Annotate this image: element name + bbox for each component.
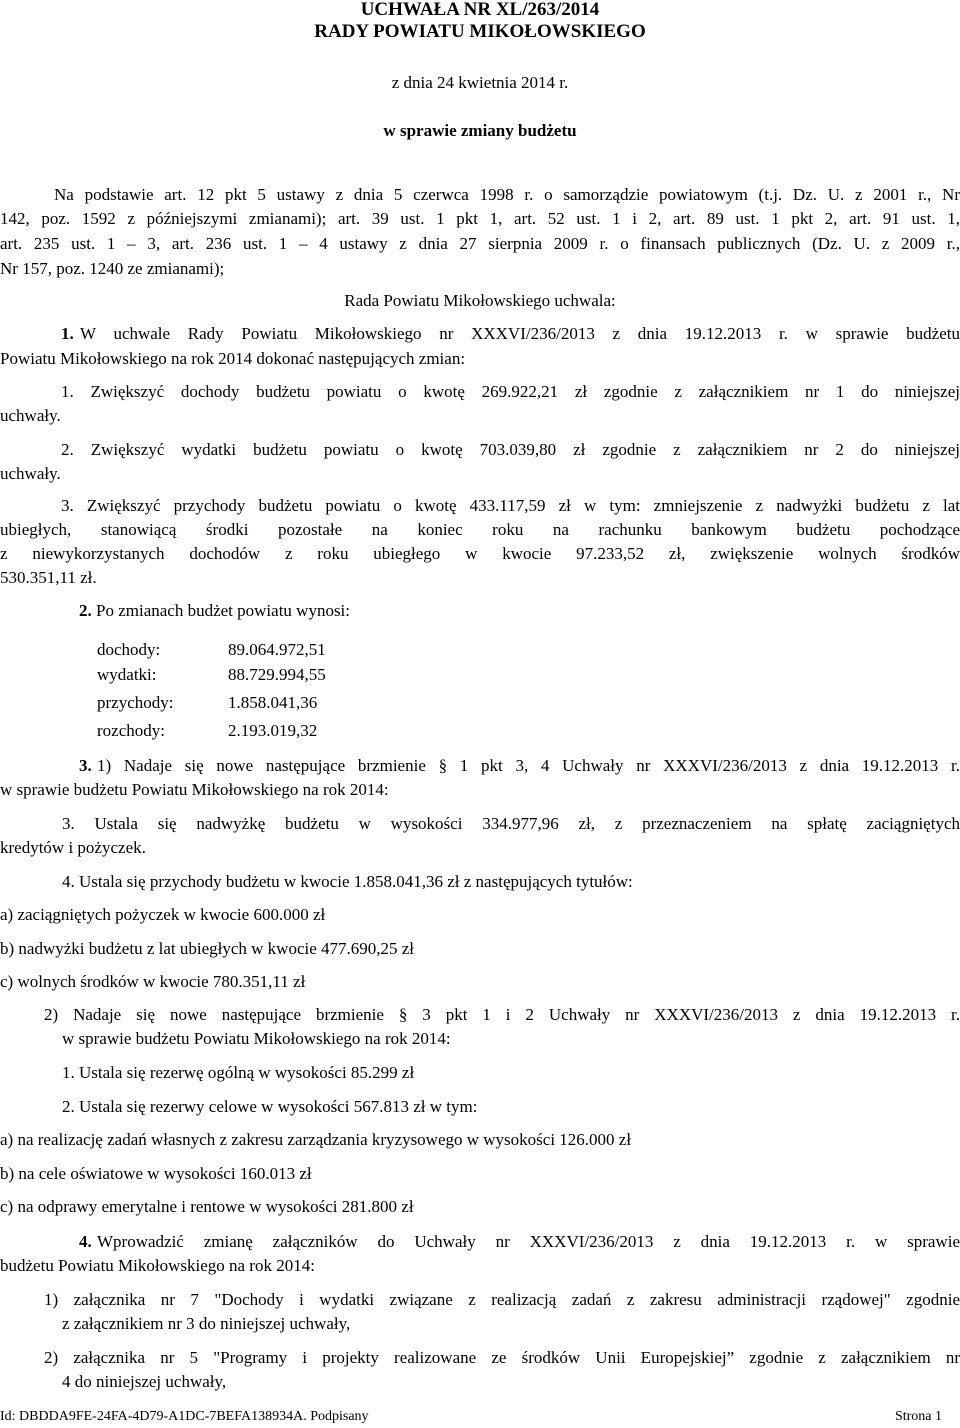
- budget-row: [97, 694, 317, 711]
- budget-row-label: rozchody:: [97, 721, 165, 740]
- budget-row-label: wydatki:: [97, 665, 157, 684]
- title-line-2: RADY POWIATU MIKOŁOWSKIEGO: [314, 21, 646, 42]
- budget-row-value: 1.858.041,36: [228, 693, 318, 712]
- s1-point-3-line-1: 3. Zwiększyć przychody budżetu powiatu o kwotę 433.117,59 zł w tym: zmniejszenie z nadwyżki budżetu z lat: [61, 496, 960, 515]
- page-number: Strona 1: [894, 1409, 942, 1424]
- section-1-line-1: W uchwale Rady Powiatu Mikołowskiego nr XXXVI/236/2013 z dnia 19.12.2013 r. w sprawie budżetu: [80, 324, 960, 343]
- section-3-line-1: 1) Nadaje się nowe następujące brzmienie § 1 pkt 3, 4 Uchwały nr XXXVI/236/2013 z dnia 19.12.2013 r.: [97, 756, 960, 775]
- budget-row-value: 89.064.972,51: [228, 640, 326, 659]
- s3-reserve-c: c) na odprawy emerytalne i rentowe w wysokości 281.800 zł: [0, 1197, 414, 1216]
- s3-reserve-a: a) na realizację zadań własnych z zakresu zarządzania kryzysowego w wysokości 126.000 zł: [0, 1130, 632, 1149]
- s4-item-2-line-2: 4 do niniejszej uchwały,: [62, 1372, 227, 1391]
- budget-row-label: dochody:: [97, 640, 161, 659]
- budget-row-label: przychody:: [97, 693, 174, 712]
- section-3-line-2: w sprawie budżetu Powiatu Mikołowskiego na rok 2014:: [0, 780, 389, 799]
- section-1-line-2: Powiatu Mikołowskiego na rok 2014 dokonać następujących zmian:: [0, 349, 466, 368]
- document-id: Id: DBDDA9FE-24FA-4D79-A1DC-7BEFA138934A. Podpisany: [0, 1409, 369, 1424]
- budget-row: [97, 666, 326, 683]
- section-3-sub-2-line-1: 2) Nadaje się nowe następujące brzmienie § 3 pkt 1 i 2 Uchwały nr XXXVI/236/2013 z dnia 19.12.2013 r.: [44, 1005, 960, 1024]
- s4-item-1-line-1: 1) załącznika nr 7 "Dochody i wydatki związane z realizacją zadań z zakresu administracji rządowej" zgodnie: [44, 1290, 960, 1309]
- preamble-line-1: Na podstawie art. 12 pkt 5 ustawy z dnia 5 czerwca 1998 r. o samorządzie powiatowym (t.j. Dz. U. z 2001 r., Nr: [54, 185, 960, 204]
- title-line-1: UCHWAŁA NR XL/263/2014: [360, 0, 600, 20]
- section-2-text: Po zmianach budżet powiatu wynosi:: [96, 601, 351, 620]
- budget-row: [97, 641, 326, 658]
- s1-point-1-line-1: 1. Zwiększyć dochody budżetu powiatu o kwotę 269.922,21 zł zgodnie z załącznikiem nr 1 do niniejszej: [61, 382, 960, 401]
- s3-reserve-2: 2. Ustala się rezerwy celowe w wysokości 567.813 zł w tym:: [62, 1097, 478, 1116]
- budget-row-value: 88.729.994,55: [228, 665, 326, 684]
- s1-point-2-line-2: uchwały.: [0, 464, 61, 483]
- s3-point-3-line-2: kredytów i pożyczek.: [0, 838, 146, 857]
- s3-item-b: b) nadwyżki budżetu z lat ubiegłych w kwocie 477.690,25 zł: [0, 939, 415, 958]
- s3-reserve-1: 1. Ustala się rezerwę ogólną w wysokości 85.299 zł: [62, 1063, 415, 1082]
- s1-point-3-line-3: z niewykorzystanych dochodów z roku ubiegłego w kwocie 97.233,52 zł, zwiększenie wolnych środków: [0, 544, 960, 563]
- s3-item-c: c) wolnych środków w kwocie 780.351,11 zł: [0, 972, 306, 991]
- section-2-number: 2.: [79, 601, 92, 620]
- section-1-number: 1.: [61, 324, 74, 343]
- preamble-line-4: Nr 157, poz. 1240 ze zmianami);: [0, 259, 225, 278]
- section-2-heading: [79, 602, 350, 619]
- s3-point-4: 4. Ustala się przychody budżetu w kwocie 1.858.041,36 zł z następujących tytułów:: [62, 872, 633, 891]
- s4-item-2-line-1: 2) załącznika nr 5 "Programy i projekty realizowane ze środków Unii Europejskiej” zgodnie z załącznikiem nr: [44, 1348, 960, 1367]
- s1-point-2-line-1: 2. Zwiększyć wydatki budżetu powiatu o kwotę 703.039,80 zł zgodnie z załącznikiem nr 2 do niniejszej: [61, 440, 960, 459]
- section-4-line-2: budżetu Powiatu Mikołowskiego na rok 2014:: [0, 1256, 315, 1275]
- resolution-date: z dnia 24 kwietnia 2014 r.: [391, 73, 569, 92]
- s1-point-1-line-2: uchwały.: [0, 406, 61, 425]
- s1-point-3-line-2: ubiegłych, stanowiącą środki pozostałe na koniec roku na rachunku bankowym budżetu pochodzące: [0, 520, 960, 539]
- s3-reserve-b: b) na cele oświatowe w wysokości 160.013 zł: [0, 1164, 312, 1183]
- s1-point-3-line-4: 530.351,11 zł.: [0, 568, 97, 587]
- budget-row-value: 2.193.019,32: [228, 721, 318, 740]
- decision-line: Rada Powiatu Mikołowskiego uchwala:: [344, 291, 616, 310]
- section-3-number: 3.: [79, 756, 92, 775]
- s3-point-3-line-1: 3. Ustala się nadwyżkę budżetu w wysokości 334.977,96 zł, z przeznaczeniem na spłatę zaciągniętych: [62, 814, 960, 833]
- section-3-sub-2-line-2: w sprawie budżetu Powiatu Mikołowskiego na rok 2014:: [62, 1029, 451, 1048]
- preamble-line-2: 142, poz. 1592 z późniejszymi zmianami); art. 39 ust. 1 pkt 1, art. 52 ust. 1 i 2, art. 89 ust. 1 pkt 2, art. 91 ust. 1,: [0, 209, 960, 228]
- s3-item-a: a) zaciągniętych pożyczek w kwocie 600.000 zł: [0, 905, 326, 924]
- budget-row: [97, 722, 317, 739]
- section-4-line-1: Wprowadzić zmianę załączników do Uchwały nr XXXVI/236/2013 z dnia 19.12.2013 r. w sprawie: [97, 1232, 960, 1251]
- section-4-number: 4.: [79, 1232, 92, 1251]
- preamble-line-3: art. 235 ust. 1 – 3, art. 236 ust. 1 – 4 ustawy z dnia 27 sierpnia 2009 r. o finansach publicznych (Dz. U. z 2009 r.,: [0, 234, 960, 253]
- resolution-subject: w sprawie zmiany budżetu: [383, 121, 577, 140]
- s4-item-1-line-2: z załącznikiem nr 3 do niniejszej uchwały,: [62, 1314, 351, 1333]
